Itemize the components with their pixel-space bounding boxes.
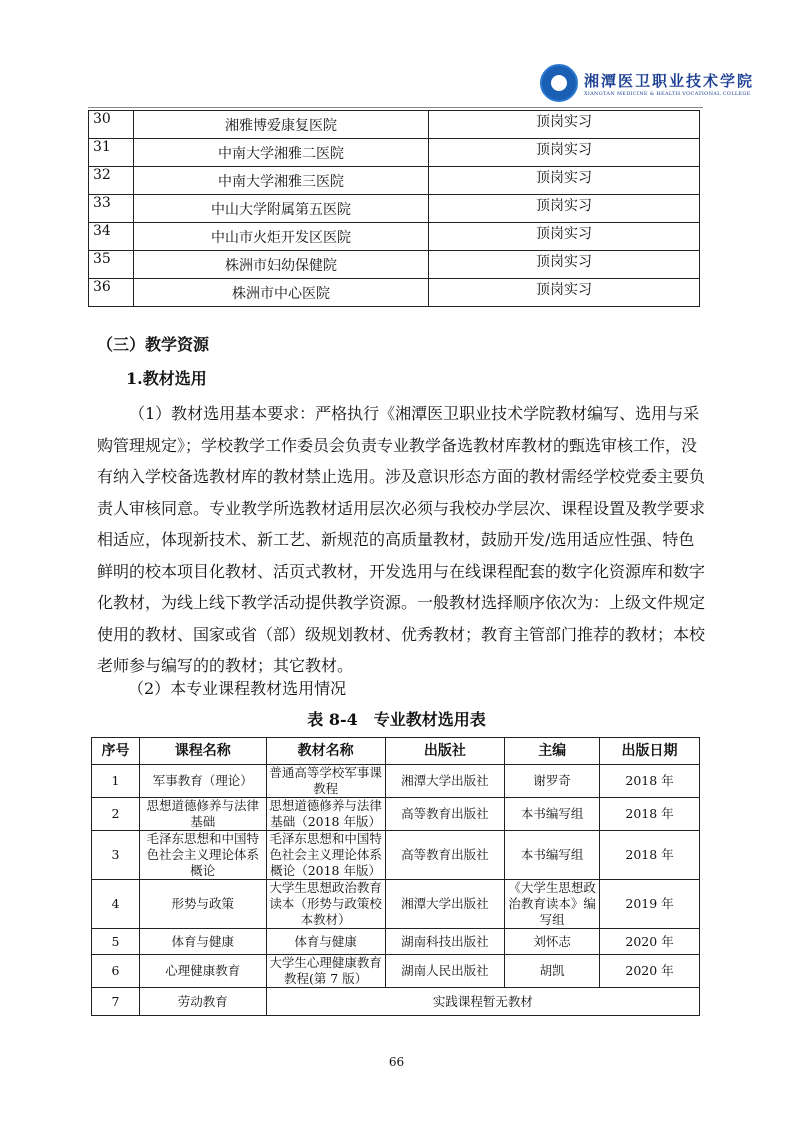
- column-header: 出版社: [385, 738, 505, 765]
- no-textbook-note: 实践课程暂无教材: [266, 988, 699, 1016]
- publish-date: 2018 年: [600, 831, 700, 880]
- textbook-name: 大学生思想政治教育读本（形势与政策校本教材）: [266, 880, 385, 929]
- column-header: 教材名称: [266, 738, 385, 765]
- hospital-name: 中南大学湘雅二医院: [134, 139, 429, 167]
- editor: 胡凯: [505, 955, 600, 988]
- table-row: [92, 955, 700, 988]
- row-number: 1: [92, 765, 140, 798]
- course-name: 体育与健康: [139, 929, 266, 955]
- textbook-table: [91, 737, 700, 1016]
- table-row: [92, 988, 700, 1016]
- column-header: 课程名称: [139, 738, 266, 765]
- publisher: 湘潭大学出版社: [385, 880, 505, 929]
- section-heading: （三）教学资源: [97, 335, 210, 354]
- course-name: 军事教育（理论）: [139, 765, 266, 798]
- table-row: [89, 223, 700, 251]
- table-row: [92, 929, 700, 955]
- publisher: 湖南人民出版社: [385, 955, 505, 988]
- course-name: 心理健康教育: [139, 955, 266, 988]
- textbook-name: 大学生心理健康教育教程(第 7 版）: [266, 955, 385, 988]
- row-number: 6: [92, 955, 140, 988]
- table-row: [89, 195, 700, 223]
- table-row: [89, 111, 700, 139]
- publisher: 湖南科技出版社: [385, 929, 505, 955]
- editor: 谢罗奇: [505, 765, 600, 798]
- publisher: 高等教育出版社: [385, 831, 505, 880]
- table-row: [92, 798, 700, 831]
- page-number: 66: [388, 1055, 405, 1069]
- textbook-name: 普通高等学校军事课教程: [266, 765, 385, 798]
- row-number: 31: [89, 139, 134, 167]
- column-header: 出版日期: [600, 738, 700, 765]
- practice-type: 顶岗实习: [429, 167, 700, 195]
- textbook-name: 思想道德修养与法律基础（2018 年版）: [266, 798, 385, 831]
- paragraph-line: 购管理规定》；学校教学工作委员会负责专业教学备选教材库教材的甄选审核工作，没: [97, 435, 698, 455]
- row-number: 5: [92, 929, 140, 955]
- practice-type: 顶岗实习: [429, 139, 700, 167]
- course-name: 毛泽东思想和中国特色社会主义理论体系概论: [139, 831, 266, 880]
- editor: 刘怀志: [505, 929, 600, 955]
- paragraph-line: 化教材，为线上线下教学活动提供教学资源。一般教材选择顺序依次为：上级文件规定: [97, 593, 706, 612]
- sub-item: （2）本专业课程教材选用情况: [128, 679, 347, 698]
- hospital-name: 中山市火炬开发区医院: [134, 223, 429, 251]
- row-number: 4: [92, 880, 140, 929]
- publisher: 高等教育出版社: [385, 798, 505, 831]
- editor: 《大学生思想政治教育读本》编写组: [505, 880, 600, 929]
- row-number: 36: [89, 279, 134, 307]
- table-row: [92, 765, 700, 798]
- practice-base-table: [88, 110, 700, 307]
- table-row: [92, 880, 700, 929]
- publisher: 湘潭大学出版社: [385, 765, 505, 798]
- hospital-name: 湘雅博爱康复医院: [134, 111, 429, 139]
- practice-type: 顶岗实习: [429, 251, 700, 279]
- row-number: 33: [89, 195, 134, 223]
- textbook-name: 体育与健康: [266, 929, 385, 955]
- paragraph-line: 责人审核同意。专业教学所选教材适用层次必须与我校办学层次、课程设置及教学要求: [97, 498, 706, 518]
- row-number: 7: [92, 988, 140, 1016]
- publish-date: 2018 年: [600, 765, 700, 798]
- row-number: 3: [92, 831, 140, 880]
- logo-cn: 湘潭医卫职业技术学院: [584, 71, 755, 90]
- logo-en: XIANGTAN MEDICINE & HEALTH VOCATIONAL COLLEGE: [584, 90, 751, 97]
- row-number: 32: [89, 167, 134, 195]
- college-logo: [540, 64, 754, 102]
- row-number: 35: [89, 251, 134, 279]
- practice-type: 顶岗实习: [429, 111, 700, 139]
- hospital-name: 中山大学附属第五医院: [134, 195, 429, 223]
- practice-type: 顶岗实习: [429, 223, 700, 251]
- paragraph-line: 相适应，体现新技术、新工艺、新规范的高质量教材，鼓励开发/选用适应性强、特色: [97, 530, 695, 549]
- table-caption: 表 8-4 专业教材选用表: [307, 710, 486, 729]
- table-row: [89, 251, 700, 279]
- hospital-name: 中南大学湘雅三医院: [134, 167, 429, 195]
- hospital-name: 株洲市中心医院: [134, 279, 429, 307]
- paragraph-line: 鲜明的校本项目化教材、活页式教材，开发选用与在线课程配套的数字化资源库和数字: [97, 561, 706, 581]
- row-number: 2: [92, 798, 140, 831]
- table-header-row: [92, 738, 700, 765]
- header-divider: [88, 107, 703, 108]
- textbook-name: 毛泽东思想和中国特色社会主义理论体系概论（2018 年版）: [266, 831, 385, 880]
- course-name: 形势与政策: [139, 880, 266, 929]
- column-header: 序号: [92, 738, 140, 765]
- publish-date: 2019 年: [600, 880, 700, 929]
- table-row: [89, 167, 700, 195]
- row-number: 34: [89, 223, 134, 251]
- editor: 本书编写组: [505, 831, 600, 880]
- practice-type: 顶岗实习: [429, 195, 700, 223]
- textbook-policy-paragraph: [97, 398, 707, 682]
- column-header: 主编: [505, 738, 600, 765]
- college-seal-icon: [540, 64, 578, 102]
- paragraph-line: 老师参与编写的的教材；其它教材。: [97, 656, 354, 675]
- paragraph-line: 使用的教材、国家或省（部）级规划教材、优秀教材；教育主管部门推荐的教材；本校: [97, 624, 706, 644]
- publish-date: 2020 年: [600, 955, 700, 988]
- publish-date: 2018 年: [600, 798, 700, 831]
- course-name: 劳动教育: [139, 988, 266, 1016]
- row-number: 30: [89, 111, 134, 139]
- table-row: [92, 831, 700, 880]
- subsection-heading: 1.教材选用: [126, 369, 207, 388]
- publish-date: 2020 年: [600, 929, 700, 955]
- table-row: [89, 279, 700, 307]
- paragraph-line: （1）教材选用基本要求：严格执行《湘潭医卫职业技术学院教材编写、选用与采: [129, 404, 700, 423]
- table-row: [89, 139, 700, 167]
- practice-type: 顶岗实习: [429, 279, 700, 307]
- hospital-name: 株洲市妇幼保健院: [134, 251, 429, 279]
- editor: 本书编写组: [505, 798, 600, 831]
- course-name: 思想道德修养与法律基础: [139, 798, 266, 831]
- paragraph-line: 有纳入学校备选教材库的教材禁止选用。涉及意识形态方面的教材需经学校党委主要负: [97, 467, 706, 486]
